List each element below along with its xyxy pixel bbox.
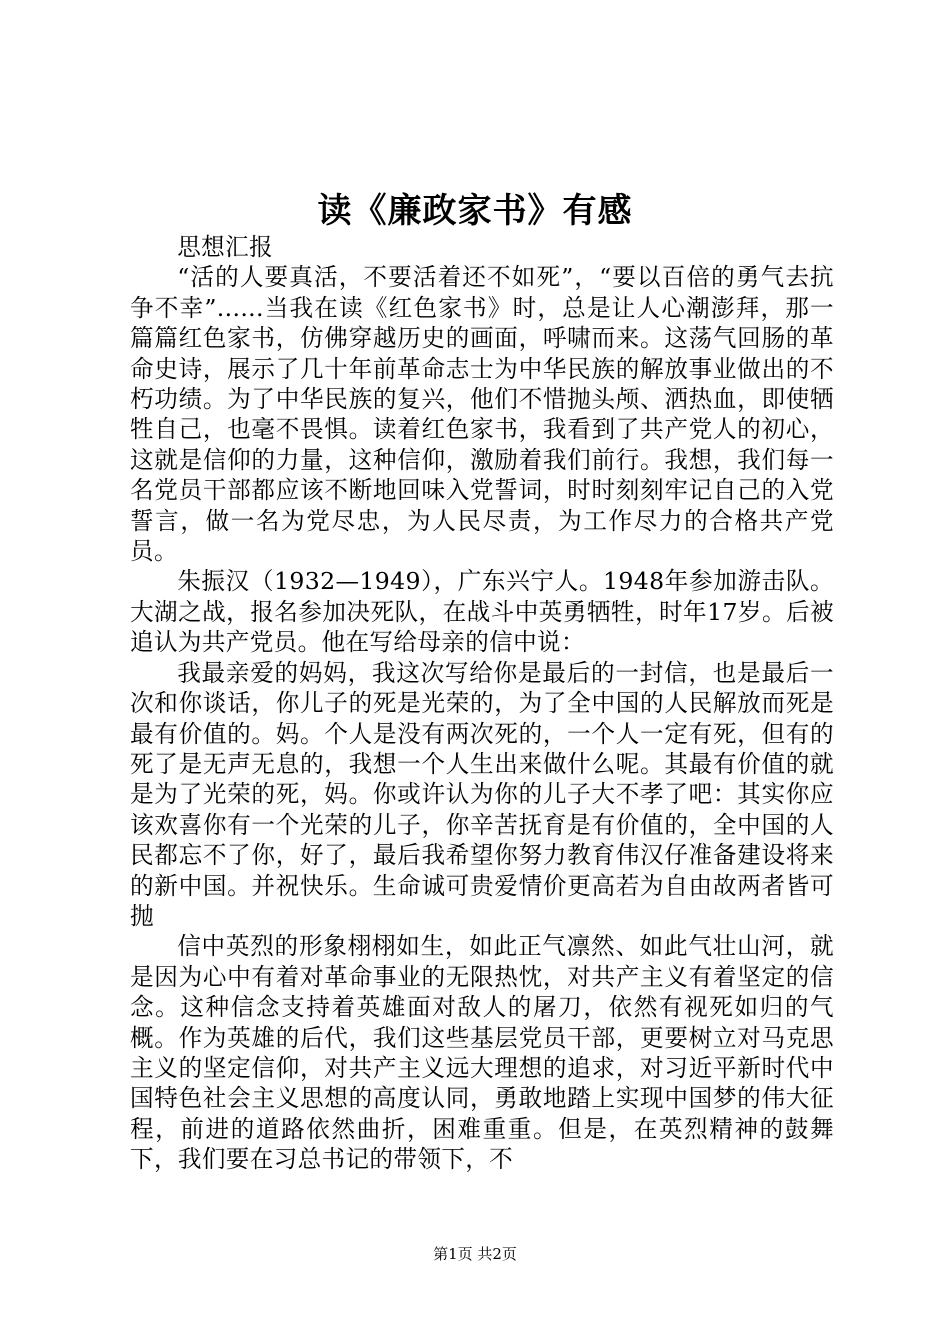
page-number-footer: 第1页 共2页 [433,1245,517,1263]
paragraph-reflection: 信中英烈的形象栩栩如生，如此正气凛然、如此气壮山河，就是因为心中有着对革命事业的无限热忱，对共产主义有着坚定的信念。这种信念支持着英雄面对敌人的屠刀，依然有视死如归的气概。作为英雄的后代，我们这些基层党员干部，更要树立对马克思主义的坚定信仰，对共产主义远大理想的追求，对习近平新时代中国特色社会主义思想的高度认同，勇敢地踏上实现中国梦的伟大征程，前进的道路依然曲折，困难重重。但是，在英烈精神的鼓舞下，我们要在习总书记的带领下，不 [130,932,834,1174]
paragraph-letter: 我最亲爱的妈妈，我这次写给你是最后的一封信，也是最后一次和你谈话，你儿子的死是光荣的，为了全中国的人民解放而死是最有价值的。妈。个人是没有两次死的，一个人一定有死，但有的死了是无声无息的，我想一个人生出来做什么呢。其最有价值的就是为了光荣的死，妈。你或许认为你的儿子大不孝了吧：其实你应该欢喜你有一个光荣的儿子，你辛苦抚育是有价值的，全中国的人民都忘不了你，好了，最后我希望你努力教育伟汉仔准备建设将来的新中国。并祝快乐。生命诚可贵爱情价更高若为自由故两者皆可抛 [130,658,834,930]
document-title: 读《廉政家书》有感 [317,191,633,231]
paragraph-heading: 思想汇报 [177,233,273,261]
paragraph-intro: “活的人要真活，不要活着还不如死”，“要以百倍的勇气去抗争不幸”......当我在读《红色家书》时，总是让人心潮澎拜，那一篇篇红色家书，仿佛穿越历史的画面，呼啸而来。这荡气回肠的革命史诗，展示了几十年前革命志士为中华民族的解放事业做出的不朽功绩。为了中华民族的复兴，他们不惜抛头颅、洒热血，即使牺牲自己，也毫不畏惧。读着红色家书，我看到了共产党人的初心，这就是信仰的力量，这种信仰，激励着我们前行。我想，我们每一名党员干部都应该不断地回味入党誓词，时时刻刻牢记自己的入党誓言，做一名为党尽忠，为人民尽责，为工作尽力的合格共产党员。 [130,263,834,566]
paragraph-biography: 朱振汉（1932—1949），广东兴宁人。1948年参加游击队。大湖之战，报名参加决死队，在战斗中英勇牺牲，时年17岁。后被追认为共产党员。他在写给母亲的信中说： [130,567,834,657]
document-body [130,232,834,1175]
